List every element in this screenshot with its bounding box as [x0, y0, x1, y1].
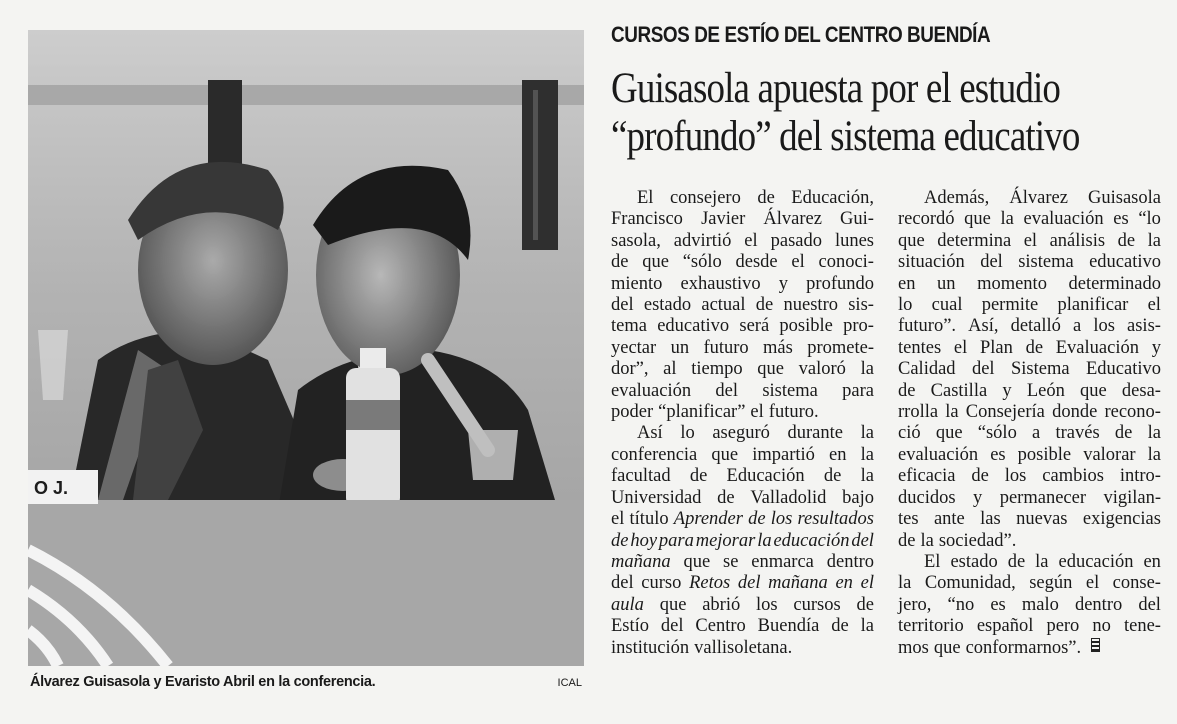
- headline: [611, 65, 1127, 161]
- text-line: Estío del Centro Buendía de la: [611, 616, 874, 637]
- end-of-article-icon: [1091, 638, 1100, 652]
- text-line: Universidad de Valladolid bajo: [611, 487, 874, 508]
- text-line: El estado de la educación en: [924, 551, 1161, 572]
- text-line: conferencia que impartió en la: [611, 444, 874, 465]
- text-line: ció que “sólo a través de la: [898, 423, 1161, 444]
- text-line: Así lo aseguró durante la: [637, 423, 874, 444]
- text-line: de Castilla y León que desa-: [898, 380, 1161, 401]
- text-line: recordó que la evaluación es “lo: [898, 209, 1161, 230]
- text-line: sasola, advirtió el pasado lunes: [611, 230, 874, 251]
- text-line: de que “sólo desde el conoci-: [611, 252, 874, 273]
- text-line: de hoy para mejorar la educación del: [611, 530, 874, 551]
- text-line: Además, Álvarez Guisasola: [924, 188, 1161, 208]
- text-line: ducidos y permanecer vigilan-: [898, 487, 1161, 508]
- headline-line-1: Guisasola apuesta por el estudio: [611, 65, 1061, 112]
- text-line: la Comunidad, según el conse-: [898, 573, 1161, 594]
- text-line: tentes el Plan de Evaluación y: [898, 337, 1161, 358]
- text-line: mañana que se enmarca dentro: [611, 551, 874, 572]
- text-line: eficacia de los cambios intro-: [898, 466, 1161, 487]
- text-line: evaluación del sistema para: [611, 380, 874, 401]
- body-column-1: [611, 188, 874, 659]
- text-line: yectar un futuro más promete-: [611, 337, 874, 358]
- text-line: El consejero de Educación,: [637, 188, 874, 208]
- conference-photo-illustration: [28, 30, 584, 666]
- text-line: dor”, al tiempo que valoró la: [611, 359, 874, 380]
- text-line: Francisco Javier Álvarez Gui-: [611, 209, 874, 230]
- text-line: institución vallisoletana.: [611, 637, 793, 658]
- text-line: futuro”. Así, detalló a los asis-: [898, 316, 1161, 337]
- headline-line-2: “profundo” del sistema educativo: [611, 113, 1080, 160]
- text-line: territorio español pero no tene-: [898, 616, 1161, 637]
- text-line: el título Aprender de los resultados: [611, 509, 874, 530]
- text-line: rrolla la Consejería donde recono-: [898, 402, 1161, 423]
- text-line: mos que conformarnos”.: [898, 638, 1161, 659]
- photo-caption: [30, 674, 582, 690]
- text-line: evaluación es posible valorar la: [898, 444, 1161, 465]
- photo-credit: ICAL: [557, 677, 582, 689]
- text-line: lo cual permite planificar el: [898, 295, 1161, 316]
- text-line: situación del sistema educativo: [898, 252, 1161, 273]
- text-line: facultad de Educación de la: [611, 466, 874, 487]
- text-line: jero, “no es malo dentro del: [898, 594, 1161, 615]
- section-kicker: CURSOS DE ESTÍO DEL CENTRO BUENDÍA: [611, 22, 991, 47]
- article-photo: [28, 30, 584, 666]
- caption-text: Álvarez Guisasola y Evaristo Abril en la conferencia.: [30, 674, 376, 690]
- text-line: que determina el análisis de la: [898, 230, 1161, 251]
- text-line: poder “planificar” el futuro.: [611, 402, 819, 423]
- text-line: en un momento determinado: [898, 273, 1161, 294]
- name-tag-text: O J.: [34, 478, 69, 498]
- text-line: aula que abrió los cursos de: [611, 594, 874, 615]
- text-line: miento exhaustivo y profundo: [611, 273, 874, 294]
- text-line: Calidad del Sistema Educativo: [898, 359, 1161, 380]
- text-line: tes ante las nuevas exigencias: [898, 509, 1161, 530]
- text-line: del estado actual de nuestro sis-: [611, 295, 874, 316]
- text-line: de la sociedad”.: [898, 530, 1017, 551]
- body-column-2: [898, 188, 1161, 659]
- text-line: del curso Retos del mañana en el: [611, 573, 874, 594]
- text-line: tema educativo será posible pro-: [611, 316, 874, 337]
